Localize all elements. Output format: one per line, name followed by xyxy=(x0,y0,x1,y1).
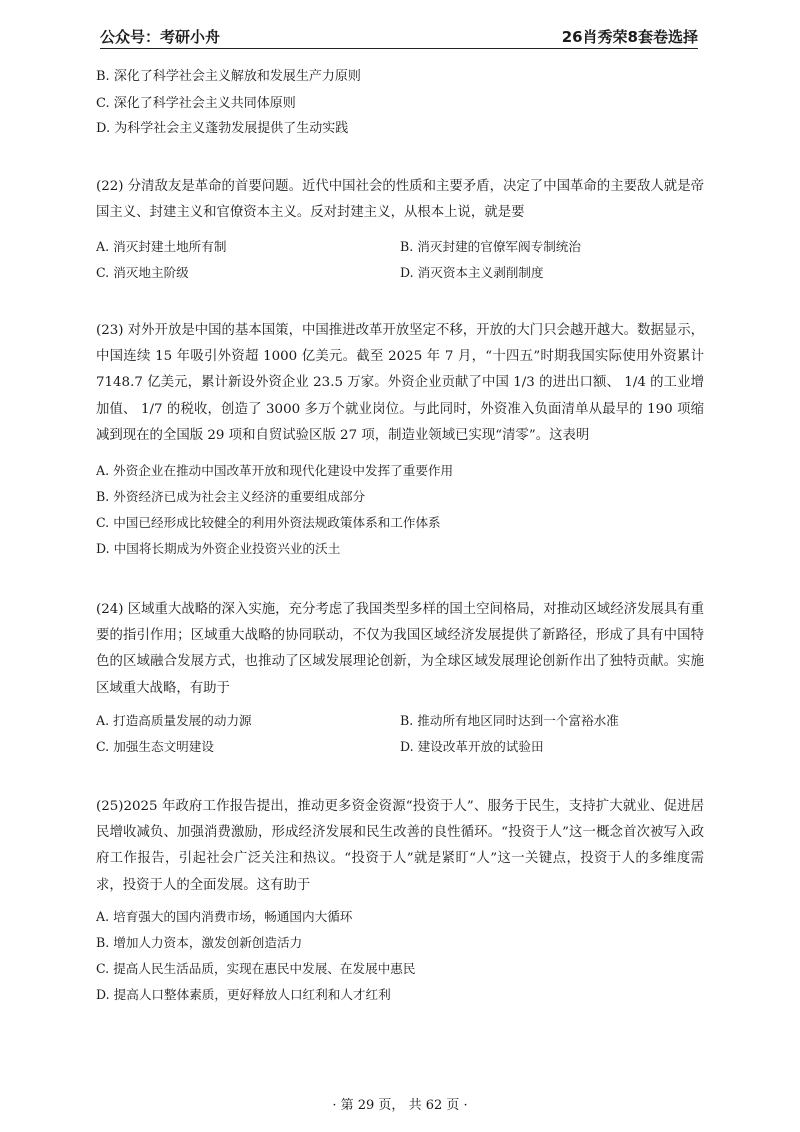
question-25-option-b: B. 增加人力资本，激发创新创造活力 xyxy=(96,935,303,950)
option-c: C. 深化了科学社会主义共同体原则 xyxy=(96,96,296,111)
question-23-option-c: C. 中国已经形成比较健全的利用外资法规政策体系和工作体系 xyxy=(96,515,441,530)
header-source: 公众号：考研小舟 xyxy=(100,28,221,46)
question-23-option-d: D. 中国将长期成为外资企业投资兴业的沃土 xyxy=(96,541,341,556)
question-25-option-c: C. 提高人民生活品质，实现在惠民中发展、在发展中惠民 xyxy=(96,961,416,976)
question-24-option-c: C. 加强生态文明建设 xyxy=(96,739,214,754)
question-24-option-b: B. 推动所有地区同时达到一个富裕水准 xyxy=(400,713,619,728)
header-title: 26肖秀荣8套卷选择 xyxy=(561,28,698,46)
page-number: · 第 29 页， 共 62 页 · xyxy=(332,1098,468,1113)
question-24-option-d: D. 建设改革开放的试验田 xyxy=(400,739,544,754)
option-b: B. 深化了科学社会主义解放和发展生产力原则 xyxy=(96,69,361,84)
question-24-option-a: A. 打造高质量发展的动力源 xyxy=(96,713,252,728)
question-25-option-d: D. 提高人口整体素质，更好释放人口红利和人才红利 xyxy=(96,987,391,1002)
question-23-option-b: B. 外资经济已成为社会主义经济的重要组成部分 xyxy=(96,489,366,504)
page-header xyxy=(100,24,698,49)
question-25-stem: (25)2025 年政府工作报告提出，推动更多资金资源“投资于人”、服务于民生，支持扩大就业、促进居民增收减负、加强消费激励，形成经济发展和民生改善的良性循环。“投资于人”这一概念首次被写入政府工作报告，引起社会广泛关注和热议。“投资于人”就是紧盯“人”这一关键点，投资于人的多维度需求，投资于人的全面发展。这有助于 xyxy=(96,799,704,893)
question-25-option-a: A. 培育强大的国内消费市场，畅通国内大循环 xyxy=(96,909,353,924)
option-d: D. 为科学社会主义蓬勃发展提供了生动实践 xyxy=(96,121,349,136)
question-23-stem: (23) 对外开放是中国的基本国策，中国推进改革开放坚定不移，开放的大门只会越开越大。数据显示，中国连续 15 年吸引外资超 1000 亿美元。截至 2025 年 7 月，“十四五”时期我国实际使用外资累计 7148.7 亿美元，累计新设外资企业 23.5 万家。外资企业贡献了中国 1/3 的进出口额、 1/4 的工业增加值、 1/7 的税收，创造了 3000 多万个就业岗位。与此同时，外资准入负面清单从最早的 190 项缩减到现在的全国版 29 项和自贸试验区版 27 项，制造业领域已实现“清零”。这表明 xyxy=(96,323,704,443)
question-24-stem: (24) 区域重大战略的深入实施，充分考虑了我国类型多样的国土空间格局，对推动区域经济发展具有重要的指引作用；区域重大战略的协同联动，不仅为我国区域经济发展提供了新路径，形成了具有中国特色的区域融合发展方式，也推动了区域发展理论创新，为全球区域发展理论创新作出了独特贡献。实施区域重大战略，有助于 xyxy=(96,602,704,696)
question-22-option-c: C. 消灭地主阶级 xyxy=(96,265,189,280)
question-22-option-b: B. 消灭封建的官僚军阀专制统治 xyxy=(400,239,581,254)
question-22-option-d: D. 消灭资本主义剥削制度 xyxy=(400,265,544,280)
question-22-option-a: A. 消灭封建土地所有制 xyxy=(96,239,227,254)
question-22-stem: (22) 分清敌友是革命的首要问题。近代中国社会的性质和主要矛盾，决定了中国革命的主要敌人就是帝国主义、封建主义和官僚资本主义。反对封建主义，从根本上说，就是要 xyxy=(96,179,704,221)
question-23-option-a: A. 外资企业在推动中国改革开放和现代化建设中发挥了重要作用 xyxy=(96,463,454,478)
